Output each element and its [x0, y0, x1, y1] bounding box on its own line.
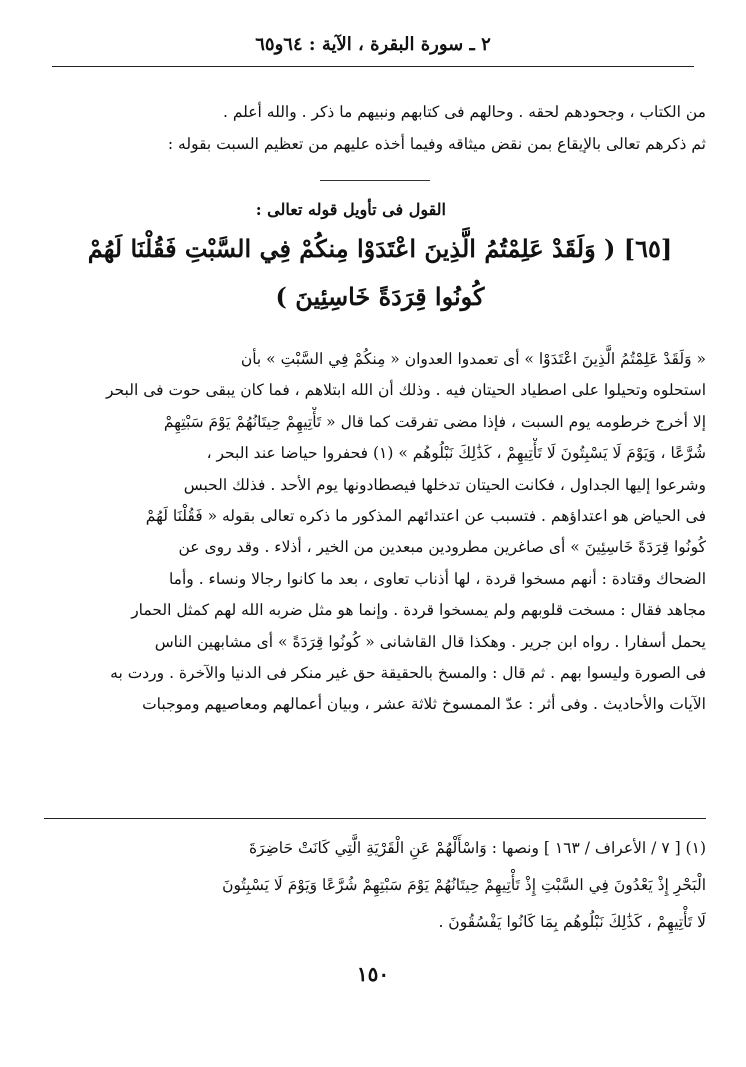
commentary-line: استحلوه وتحيلوا على اصطياد الحيتان فيه . وذلك أن الله ابتلاهم ، فما كان يبقى حوت فى البحر: [106, 381, 706, 400]
footnote-line: الْبَحْرِ إِذْ يَعْدُونَ فِي السَّبْتِ إِذْ تَأْتِيهِمْ حِيتَانُهُمْ يَوْمَ سَبْتِهِمْ شُرَّعًا وَيَوْمَ لَا يَسْبِتُونَ: [222, 876, 706, 894]
commentary-line: كُونُوا قِرَدَةً خَاسِئِينَ » أى صاغرين مطرودين مبعدين من الخير ، أذلاء . وقد روى عن: [178, 538, 706, 557]
header-divider: [52, 66, 694, 67]
section-heading: القول فى تأويل قوله تعالى :: [255, 200, 446, 219]
commentary-line: « وَلَقَدْ عَلِمْتُمُ الَّذِينَ اعْتَدَوْا » أى تعمدوا العدوان « مِنكُمْ فِي السَّبْتِ » بأن: [240, 350, 706, 368]
commentary-line: فى الصورة وليسوا بهم . ثم قال : والمسخ بالحقيقة حق غير منكر فى الدنيا والآخرة . وردت به: [110, 664, 706, 683]
quran-verse-line-2: كُونُوا قِرَدَةً خَاسِئِينَ ): [275, 282, 485, 311]
commentary-line: شُرَّعًا ، وَيَوْمَ لَا يَسْبِتُونَ لَا تَأْتِيهِمْ ، كَذَٰلِكَ نَبْلُوهُم » (١) فحفروا حياضا عند البحر ،: [206, 444, 706, 463]
commentary-line: إلا أخرج خرطومه يوم السبت ، فإذا مضى تفرقت كما قال « تَأْتِيهِمْ حِيتَانُهُمْ يَوْمَ سَبْتِهِمْ: [163, 412, 706, 431]
commentary-line: مجاهد فقال : مسخت قلوبهم ولم يمسخوا قردة . وإنما هو مثل ضربه الله لهم كمثل الحمار: [131, 601, 706, 620]
page-number: ١٥٠: [356, 962, 390, 986]
commentary-line: الآيات والأحاديث . وفى أثر : عدّ الممسوخ ثلاثة عشر ، وبيان أعمالهم ومعاصيهم وموجبات: [142, 695, 706, 714]
commentary-line: يحمل أسفارا . رواه ابن جرير . وهكذا قال القاشانى « كُونُوا قِرَدَةً » أى مشابهين الناس: [154, 632, 706, 651]
commentary-line: وشرعوا إليها الجداول ، فكانت الحيتان تدخلها فيصطادونها يوم الأحد . فذلك الحبس: [183, 475, 706, 494]
commentary-line: فى الحياض هو اعتداؤهم . فتسبب عن اعتدائهم المذكور ما ذكره تعالى بقوله « فَقُلْنَا لَهُمْ: [145, 507, 706, 526]
footnote-line: (١) [ ٧ / الأعراف / ١٦٣ ] ونصها : وَاسْأَلْهُمْ عَنِ الْقَرْيَةِ الَّتِي كَانَتْ حَاضِرَةَ: [248, 839, 706, 857]
intro-line: ثم ذكرهم تعالى بالإيقاع بمن نقض ميثاقه وفيما أخذه عليهم من تعظيم السبت بقوله :: [167, 135, 706, 153]
footnote-divider: [44, 818, 706, 819]
intro-paragraph: [46, 96, 706, 160]
commentary-paragraph: [46, 344, 706, 721]
footnote-line: لَا تَأْتِيهِمْ ، كَذَٰلِكَ نَبْلُوهُم بِمَا كَانُوا يَفْسُقُونَ .: [438, 913, 706, 931]
footnote: [46, 830, 706, 941]
quran-verse-line-1: [٦٥] ( وَلَقَدْ عَلِمْتُمُ الَّذِينَ اعْتَدَوْا مِنكُمْ فِي السَّبْتِ فَقُلْنَا لَهُمْ: [87, 234, 673, 263]
intro-line: من الكتاب ، وجحودهم لحقه . وحالهم فى كتابهم ونبيهم ما ذكر . والله أعلم .: [222, 103, 706, 121]
section-divider: [320, 180, 430, 181]
page-header-title: ٢ ـ سورة البقرة ، الآية : ٦٤و٦٥: [255, 34, 491, 55]
commentary-line: الضحاك وقتادة : أنهم مسخوا قردة ، لها أذناب تعاوى ، بعد ما كانوا رجالا ونساء . وأما: [168, 569, 706, 588]
